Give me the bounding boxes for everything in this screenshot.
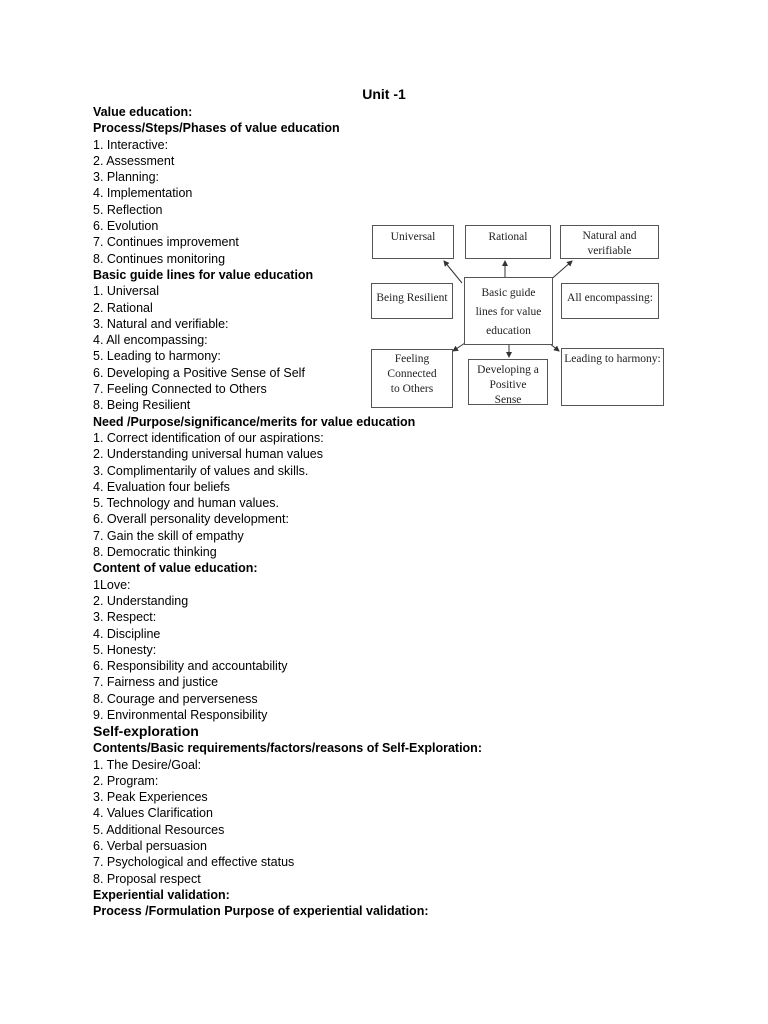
box-positive [468,359,548,405]
text-line: 4. Values Clarification [93,806,213,821]
text-line: 3. Planning: [93,170,160,185]
box-natural [560,225,659,259]
box-harmony [561,348,664,406]
section-heading: Need /Purpose/significance/merits for value education [93,414,416,429]
section-heading: Content of value education: [93,561,258,576]
text-line: 7. Feeling Connected to Others [93,382,267,397]
section-heading: Value education: [93,105,193,119]
text-line: 8. Courage and perverseness [93,691,258,706]
text-line: 4. Implementation [93,186,193,201]
box-encompassing-label: All encompassing: [567,292,653,304]
text-line: 4. Discipline [93,626,161,641]
text-line: 2. Understanding [93,593,189,608]
section-heading: Experiential validation: [93,887,230,902]
text-line: 8. Democratic thinking [93,545,217,560]
text-line: 7. Continues improvement [93,235,239,250]
section-heading: Basic guide lines for value education [93,267,314,282]
text-line: 1. Correct identification of our aspirations: [93,430,324,445]
text-line: 7. Psychological and effective status [93,855,295,870]
text-line: 1Love: [93,577,131,592]
text-line: 5. Additional Resources [93,822,225,837]
section-heading: Self-exploration [93,723,199,740]
text-line: 2. Program: [93,773,159,788]
text-line: 3. Peak Experiences [93,790,208,805]
text-line: 1. Universal [93,284,159,299]
text-line: 5. Technology and human values. [93,496,280,511]
text-line: 1. The Desire/Goal: [93,757,202,772]
box-resilient-label: Being Resilient [376,292,448,304]
text-line: 4. All encompassing: [93,333,208,348]
box-universal-label: Universal [390,231,436,243]
text-line: 3. Natural and verifiable: [93,316,229,331]
box-encompassing [561,283,659,319]
text-line: 6. Responsibility and accountability [93,659,288,674]
section-heading: Process/Steps/Phases of value education [93,121,340,136]
text-line: 7. Gain the skill of empathy [93,528,244,543]
text-line: 6. Verbal persuasion [93,839,207,854]
text-line: 2. Rational [93,300,153,315]
box-universal [372,225,454,259]
box-harmony-label: Leading to harmony: [564,353,661,365]
box-rational-label: Rational [488,231,528,243]
text-line: 9. Environmental Responsibility [93,707,268,722]
guidelines-diagram [367,221,667,411]
box-center-label: Basic guide lines for value education [475,287,542,337]
text-line: 8. Continues monitoring [93,251,226,266]
box-natural-label: Natural and verifiable [582,230,637,257]
box-positive-label: Developing a Positive Sense [477,364,539,406]
section-heading: Contents/Basic requirements/factors/reasons of Self-Exploration: [93,741,482,756]
text-line: 5. Honesty: [93,642,157,657]
box-resilient [371,283,453,319]
text-line: 2. Understanding universal human values [93,447,323,462]
text-line: 3. Respect: [93,610,157,625]
page-title: Unit -1 [362,86,406,102]
section-heading: Process /Formulation Purpose of experiential validation: [93,904,429,919]
text-line: 6. Developing a Positive Sense of Self [93,365,305,380]
text-line: 7. Fairness and justice [93,675,219,690]
text-line: 1. Interactive: [93,137,169,152]
box-connected-label: Feeling Connected to Others [387,353,437,395]
text-line: 8. Being Resilient [93,398,191,413]
text-line: 2. Assessment [93,153,175,168]
text-line: 8. Proposal respect [93,871,201,886]
box-center [464,277,553,345]
text-line: 4. Evaluation four beliefs [93,479,230,494]
arrow-universal [444,261,462,283]
text-line: 6. Overall personality development: [93,512,289,527]
text-line: 5. Leading to harmony: [93,349,221,364]
box-connected [371,349,453,408]
text-line: 6. Evolution [93,219,159,234]
text-line: 5. Reflection [93,202,163,217]
text-line: 3. Complimentarily of values and skills. [93,463,309,478]
box-rational [465,225,551,259]
